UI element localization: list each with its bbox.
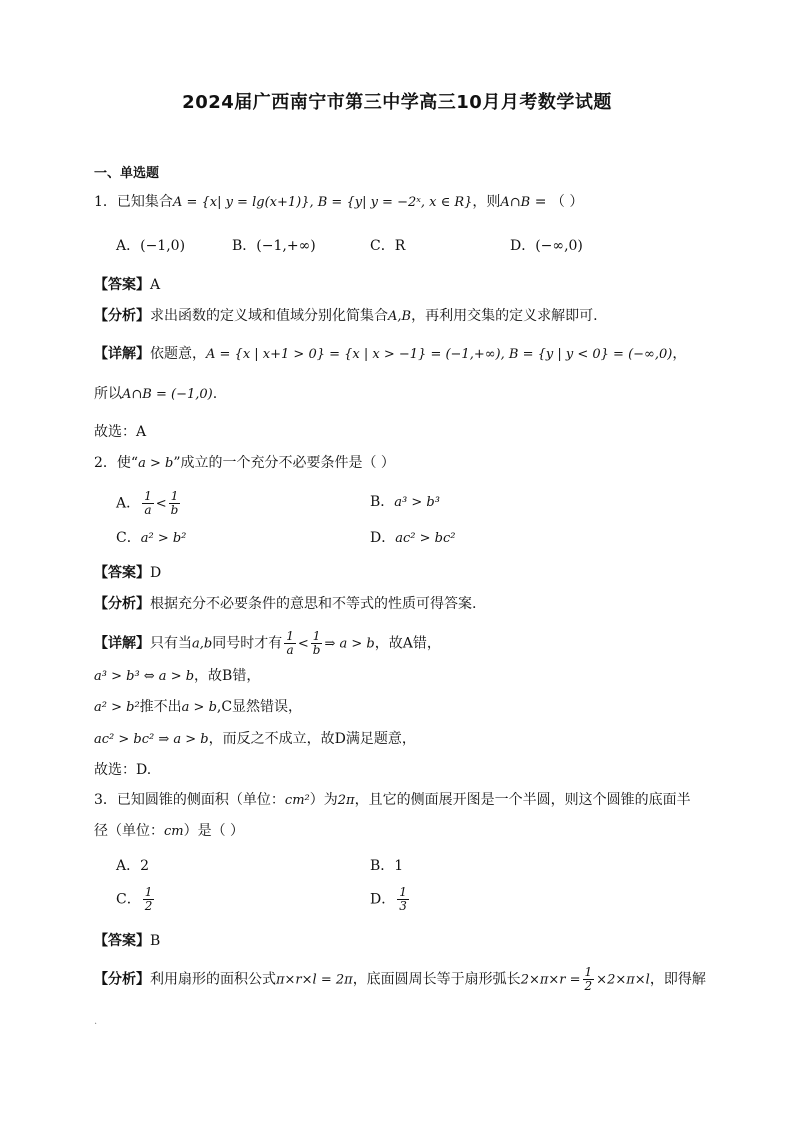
q2-option-b-math: a³ > b³: [394, 495, 440, 510]
q3-option-b: B．1: [370, 858, 404, 874]
q2-option-c: [116, 528, 186, 549]
q1-detail-line-2: [94, 384, 217, 405]
q1-option-d: D．(−∞,0): [510, 238, 583, 254]
page-title: 2024届广西南宁市第三中学高三10月月考数学试题: [182, 92, 612, 113]
q2-detail: [94, 630, 441, 657]
q1-detail-line-2-text: 所以: [94, 386, 122, 402]
q2-option-c-math: a² > b²: [140, 531, 187, 546]
fraction-denominator: a: [286, 643, 294, 657]
q1-analysis: [94, 306, 598, 327]
q2-stem-text-b: ”成立的一个充分不必要条件是（ ）: [173, 455, 395, 471]
fraction: [397, 886, 409, 913]
q2-detail-line-3-math: a² > b²: [94, 700, 140, 715]
q2-detail-line-2: [94, 666, 260, 687]
fraction: [284, 630, 296, 657]
q1-stem-text-c: = （ ）: [530, 194, 584, 210]
q3-stem-line-2-end: ）是（ ）: [183, 823, 245, 839]
q1-detail-text-b: ，: [672, 346, 687, 362]
q3-analysis-math-2: 2×π×r =: [520, 972, 581, 988]
fraction-numerator: 1: [311, 630, 323, 644]
q3-analysis-math: π×r×l = 2π: [276, 972, 353, 988]
q2-detail-line-4-text: ，而反之不成立，故D满足题意，: [208, 731, 416, 747]
q2-option-c-label: C．: [116, 530, 141, 546]
fraction-numerator: 1: [286, 629, 294, 643]
q1-answer: [94, 275, 160, 295]
fraction-numerator: 1: [399, 885, 407, 899]
q2-detail-line-3-math-2: a > b: [181, 700, 217, 715]
q2-detail-line-4-math: ac² > bc² ⇒ a > b: [94, 732, 209, 747]
fraction-numerator: 1: [144, 885, 153, 899]
q1-choose: 故选：A: [94, 424, 147, 440]
q2-answer-value: D: [150, 565, 162, 581]
analysis-label: 【分析】: [94, 596, 150, 612]
q3-option-a: A．2: [116, 858, 150, 874]
q2-option-b-label: B．: [370, 494, 395, 510]
q1-option-b: B．(−1,+∞): [232, 238, 316, 254]
q3-analysis: [94, 966, 706, 993]
fraction-denominator: 2: [584, 979, 593, 993]
q3-analysis-text-c: ，即得解: [649, 971, 706, 988]
fraction-denominator: a: [144, 503, 152, 517]
q1-detail: [94, 344, 686, 365]
fraction: [169, 490, 181, 517]
q3-analysis-math-3: ×2×π×l: [596, 972, 650, 988]
fraction: [311, 630, 323, 657]
q2-stem-text: 2．使“: [94, 455, 139, 471]
q1-stem-text-b: ，则: [472, 194, 501, 210]
q2-detail-line-2-math: a³ > b³ ⇔ a > b: [94, 669, 195, 684]
q1-option-a: A．(−1,0): [116, 238, 186, 254]
q1-stem-text: 1．已知集合: [94, 194, 173, 210]
q2-detail-math: a,b: [192, 636, 213, 652]
q2-answer: [94, 563, 161, 583]
q1-detail-line-2-math: A∩B = (−1,0): [122, 387, 213, 402]
q2-analysis-text: 根据充分不必要条件的意思和不等式的性质可得答案.: [150, 596, 477, 612]
q1-stem: [94, 192, 583, 213]
q3-answer-value: B: [150, 933, 161, 949]
q2-detail-text-c: ，故A错，: [374, 635, 441, 652]
footer-dot: .: [94, 1016, 98, 1027]
q3-stem-text-c: ，且它的侧面展开图是一个半圆，则这个圆锥的底面半: [354, 792, 691, 808]
fraction-numerator: 1: [584, 965, 593, 979]
q1-detail-line-2-end: .: [212, 386, 218, 402]
fraction-numerator: 1: [144, 489, 152, 503]
q2-stem-math: a > b: [138, 456, 174, 471]
answer-label: 【答案】: [94, 277, 150, 293]
q2-option-d-math: ac² > bc²: [395, 531, 456, 546]
q3-option-d: [370, 886, 411, 913]
q3-stem: [94, 790, 691, 811]
q3-answer: [94, 931, 160, 951]
q3-stem-line-2: [94, 821, 244, 842]
q2-option-a: [116, 490, 182, 517]
q2-detail-line-4: [94, 729, 416, 750]
answer-label: 【答案】: [94, 565, 150, 581]
q2-option-a-label: A．: [116, 495, 141, 512]
fraction-denominator: 3: [399, 899, 407, 913]
q1-detail-math: A = {x | x+1 > 0} = {x | x > −1} = (−1,+∞), B = {y | y < 0} = (−∞,0): [206, 347, 673, 362]
q2-detail-line-3: [94, 697, 302, 718]
q3-option-d-label: D．: [370, 891, 396, 908]
q2-stem: [94, 453, 395, 474]
fraction: [142, 490, 154, 517]
q3-option-c: [116, 886, 156, 913]
less-than-sign: <: [155, 496, 167, 512]
fraction-denominator: 2: [144, 899, 153, 913]
q1-option-c: C．R: [370, 238, 406, 254]
analysis-label: 【分析】: [94, 308, 150, 324]
section-heading: 一、单选题: [94, 166, 160, 181]
q3-stem-text-b: ）为: [309, 792, 338, 808]
q2-detail-math-2: ⇒ a > b: [324, 636, 375, 652]
q2-analysis: [94, 594, 476, 614]
fraction: [583, 966, 595, 993]
q2-detail-text: 只有当: [150, 635, 192, 652]
q3-stem-unit: cm²: [284, 793, 310, 808]
q3-stem-line-2-unit: cm: [164, 824, 184, 839]
q1-detail-text: 依题意，: [150, 346, 206, 362]
q1-analysis-text-b: ，再利用交集的定义求解即可.: [411, 308, 598, 324]
fraction-numerator: 1: [169, 490, 181, 504]
q1-answer-value: A: [150, 277, 161, 293]
q2-detail-line-2-text: ，故B错，: [194, 668, 261, 684]
q3-analysis-text: 利用扇形的面积公式: [150, 971, 276, 988]
q1-stem-math-2: A∩B: [500, 195, 531, 210]
fraction: [143, 886, 155, 913]
q2-detail-line-3-text: 推不出: [139, 699, 182, 715]
q2-option-d-label: D．: [370, 530, 396, 546]
answer-label: 【答案】: [94, 933, 150, 949]
q1-analysis-math: A,B: [388, 309, 412, 324]
q3-stem-math: 2π: [337, 793, 355, 808]
fraction-denominator: b: [170, 503, 179, 517]
q2-option-d: [370, 528, 455, 549]
q2-choose: 故选：D.: [94, 762, 152, 778]
q3-stem-line-2-text: 径（单位：: [94, 823, 164, 839]
q3-analysis-text-b: ，底面圆周长等于扇形弧长: [352, 971, 521, 988]
detail-label: 【详解】: [94, 346, 150, 362]
q3-option-c-label: C．: [116, 891, 141, 908]
q2-option-b: [370, 492, 440, 513]
q1-stem-math: A = {x| y = lg(x+1)}, B = {y| y = −2ˣ, x ∈ R}: [172, 195, 473, 210]
less-than-sign: <: [297, 636, 309, 652]
analysis-label: 【分析】: [94, 971, 150, 988]
fraction-denominator: b: [312, 643, 321, 657]
q3-stem-text: 3．已知圆锥的侧面积（单位：: [94, 792, 285, 808]
q2-detail-line-3-text-2: ,C显然错误，: [216, 699, 303, 715]
detail-label: 【详解】: [94, 635, 150, 652]
q1-analysis-text: 求出函数的定义域和值域分别化简集合: [150, 308, 388, 324]
q2-detail-text-b: 同号时才有: [212, 635, 283, 652]
